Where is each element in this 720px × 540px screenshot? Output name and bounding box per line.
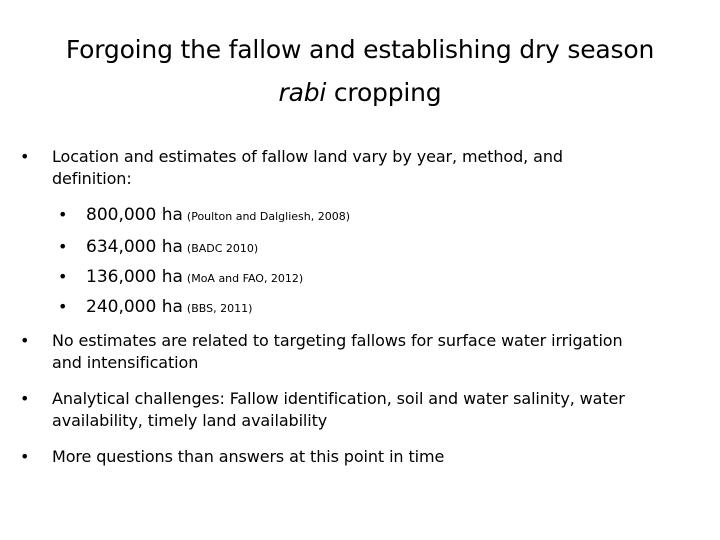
bullet-dot: • xyxy=(20,447,30,466)
bullet-text xyxy=(52,446,444,468)
estimate-source: (Poulton and Dalgliesh, 2008) xyxy=(186,210,351,223)
bullet-text-line-2: availability, timely land availability xyxy=(52,411,328,430)
bullet-text-line-1: Location and estimates of fallow land vary by year, method, and xyxy=(52,147,563,166)
slide-title-italic-word: rabi xyxy=(278,78,327,107)
bullet-text-line-1: Analytical challenges: Fallow identification, soil and water salinity, water xyxy=(52,389,625,408)
estimate-value xyxy=(86,296,252,320)
slide-title-line-2 xyxy=(0,71,720,114)
bullet-text-line-1: More questions than answers at this point in time xyxy=(52,447,445,466)
estimate-value xyxy=(86,204,350,228)
bullet-text-line-2: definition: xyxy=(52,169,132,188)
estimate-value xyxy=(86,266,303,290)
sub-bullet-dot: • xyxy=(58,297,68,316)
estimate-source: (MoA and FAO, 2012) xyxy=(186,272,304,285)
bullet-text-line-1: No estimates are related to targeting fallows for surface water irrigation xyxy=(52,331,623,350)
bullet-dot: • xyxy=(20,147,30,166)
bullet-dot: • xyxy=(20,389,30,408)
estimate-area: 634,000 ha xyxy=(86,237,183,257)
estimate-area: 800,000 ha xyxy=(86,205,183,225)
estimate-area: 240,000 ha xyxy=(86,297,183,317)
bullet-text xyxy=(52,146,563,190)
sub-bullet-dot: • xyxy=(58,205,68,224)
bullet-text xyxy=(52,388,625,432)
estimate-source: (BBS, 2011) xyxy=(186,302,253,315)
slide-title-line-1: Forgoing the fallow and establishing dry season xyxy=(65,35,655,64)
sub-bullet-dot: • xyxy=(58,237,68,256)
bullet-text-line-2: and intensification xyxy=(52,353,199,372)
estimate-value xyxy=(86,236,258,260)
bullet-text xyxy=(52,330,623,374)
slide-title-line-2-rest: cropping xyxy=(326,78,442,107)
estimate-source: (BADC 2010) xyxy=(186,242,259,255)
bullet-dot: • xyxy=(20,331,30,350)
slide-title xyxy=(0,28,720,114)
estimate-area: 136,000 ha xyxy=(86,267,183,287)
sub-bullet-dot: • xyxy=(58,267,68,286)
